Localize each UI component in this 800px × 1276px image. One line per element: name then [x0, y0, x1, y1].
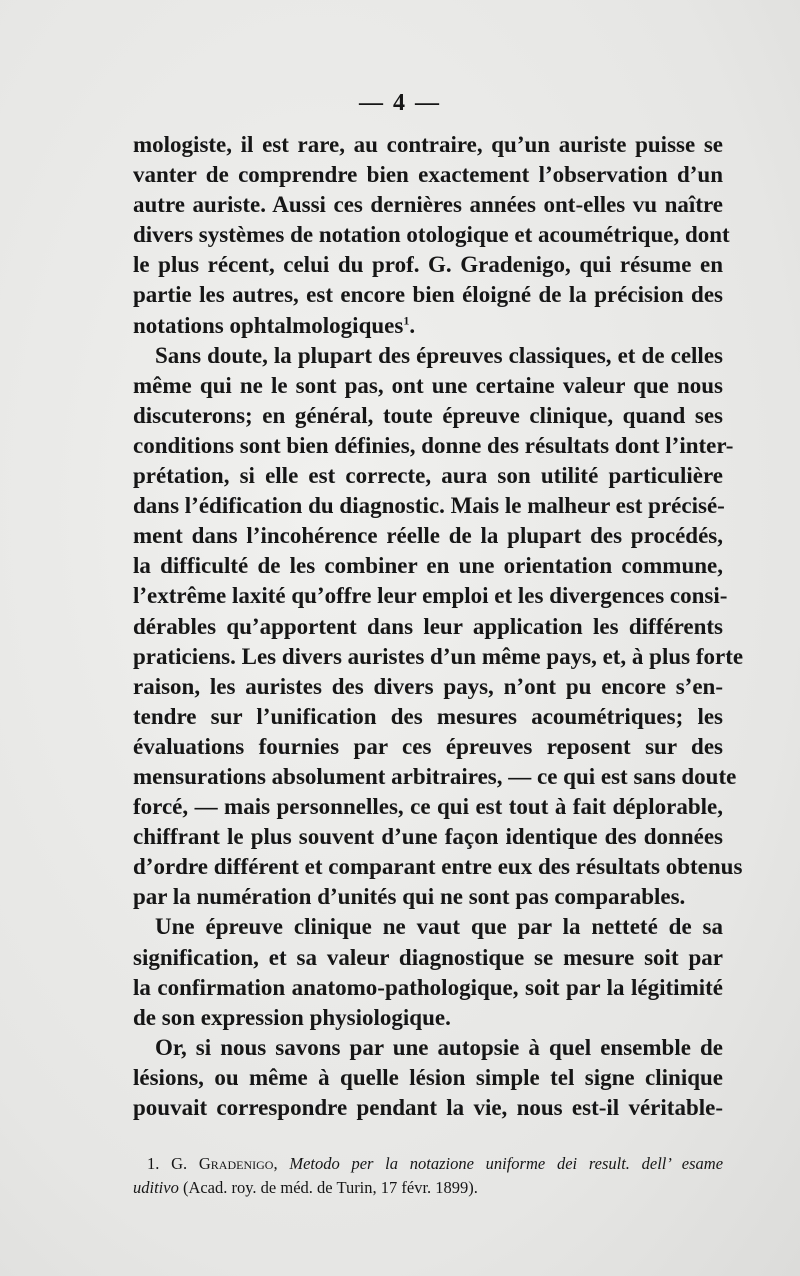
text-line-content: notations ophtalmologiques: [133, 312, 404, 338]
footnote-title: Metodo per la notazione uniforme dei result. dell’ esame: [289, 1154, 724, 1173]
text-line: prétation, si elle est correcte, aura son utilité particulière: [133, 463, 723, 489]
text-line: mologiste, il est rare, au contraire, qu’un auriste puisse se: [133, 132, 723, 157]
footnote-line: [133, 1176, 723, 1200]
paragraph: [133, 1033, 723, 1123]
text-line: forcé, — mais personnelles, ce qui est tout à fait déplorable,: [133, 794, 723, 820]
text-line: partie les autres, est encore bien éloigné de la précision des: [133, 282, 723, 308]
text-line: d’ordre différent et comparant entre eux des résultats obtenus: [133, 854, 743, 880]
text-line: signification, et sa valeur diagnostique se mesure soit par: [133, 944, 723, 970]
text-line: mensurations absolument arbitraires, — ce qui est sans doute: [133, 763, 737, 789]
text-line: chiffrant le plus souvent d’une façon identique des données: [133, 824, 723, 850]
text-line: la difficulté de les combiner en une orientation commune,: [133, 553, 723, 579]
text-line: la confirmation anatomo-pathologique, soit par la légitimité: [133, 974, 723, 1000]
text-line: praticiens. Les divers auristes d’un même pays, et, à plus forte: [133, 643, 744, 669]
sentence-end: .: [409, 312, 416, 338]
text-line: ment dans l’incohérence réelle de la plupart des procédés,: [133, 523, 723, 549]
text-line: dérables qu’apportent dans leur application les différents: [133, 613, 723, 639]
paragraph: [133, 130, 730, 341]
footnote-line: [133, 1152, 723, 1176]
body-text: [133, 130, 744, 1123]
footnote-marker: 1: [403, 312, 410, 327]
text-line: Sans doute, la plupart des épreuves classiques, et de celles: [155, 342, 723, 368]
text-line: dans l’édification du diagnostic. Mais le malheur est précisé-: [133, 493, 725, 519]
text-line: lésions, ou même à quelle lésion simple tel signe clinique: [133, 1064, 723, 1090]
paragraph: [133, 341, 744, 913]
text-line: l’extrême laxité qu’offre leur emploi et les divergences consi-: [133, 583, 728, 609]
text-line: discuterons; en général, toute épreuve clinique, quand ses: [133, 402, 723, 428]
text-line: Une épreuve clinique ne vaut que par la netteté de sa: [155, 914, 723, 940]
text-line: vanter de comprendre bien exactement l’observation d’un: [133, 162, 723, 188]
footnote-title-cont: uditivo: [133, 1178, 179, 1197]
text-line: tendre sur l’unification des mesures acoumétriques; les: [133, 703, 723, 729]
page-number: — 4 —: [359, 90, 441, 116]
text-line: évaluations fournies par ces épreuves reposent sur des: [133, 733, 723, 759]
text-line: autre auriste. Aussi ces dernières années ont-elles vu naître: [133, 192, 723, 218]
footnote-author: G. Gradenigo,: [171, 1154, 278, 1173]
text-line: raison, les auristes des divers pays, n’ont pu encore s’en-: [133, 673, 723, 699]
footnote-number: 1.: [147, 1154, 160, 1173]
text-line: de son expression physiologique.: [133, 1004, 451, 1030]
text-line: même qui ne le sont pas, ont une certaine valeur que nous: [133, 372, 723, 398]
footnote: [133, 1152, 723, 1200]
footnote-source: (Acad. roy. de méd. de Turin, 17 févr. 1899).: [182, 1178, 478, 1197]
text-line: le plus récent, celui du prof. G. Gradenigo, qui résume en: [133, 252, 723, 278]
text-line: par la numération d’unités qui ne sont pas comparables.: [133, 884, 686, 910]
text-line: pouvait correspondre pendant la vie, nous est-il véritable-: [133, 1095, 723, 1120]
text-line: [133, 311, 723, 341]
text-line: Or, si nous savons par une autopsie à quel ensemble de: [155, 1034, 723, 1060]
text-line: divers systèmes de notation otologique et acoumétrique, dont: [133, 222, 730, 248]
paragraph: [133, 912, 723, 1032]
text-line: conditions sont bien définies, donne des résultats dont l’inter-: [133, 432, 734, 458]
